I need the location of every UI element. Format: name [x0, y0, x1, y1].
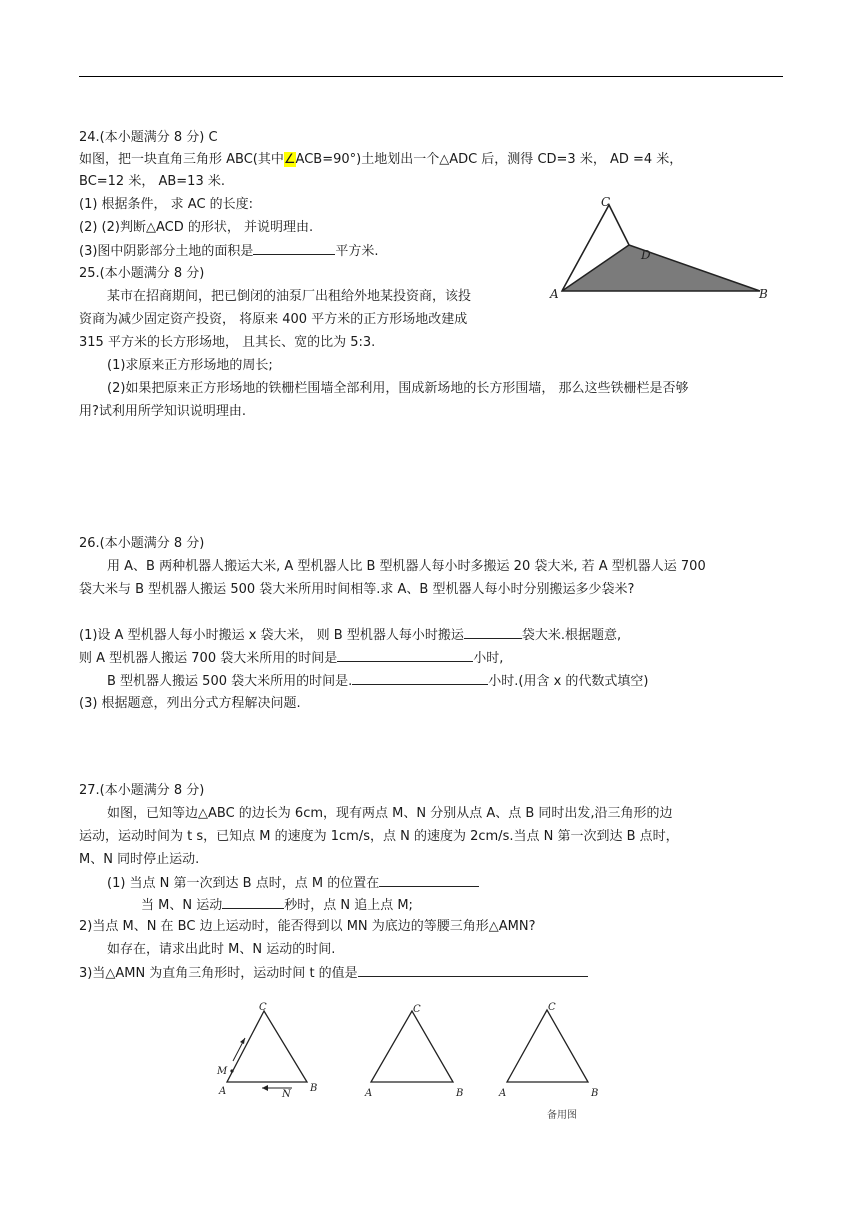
q26-para2: 袋大米与 B 型机器人搬运 500 袋大米所用时间相等.求 A、B 型机器人每小时分别搬运多少袋米? [79, 582, 635, 597]
label-a: A [219, 1086, 227, 1097]
q27-sub2-cont: 如存在，请求出此时 M、N 运动的时间. [107, 942, 336, 957]
q25-sub2-cont: 用?试利用所学知识说明理由. [79, 404, 247, 419]
answer-blank[interactable] [464, 626, 522, 639]
answer-blank[interactable] [337, 649, 473, 662]
label-a: A [499, 1088, 507, 1099]
q26-sub2: 则 A 型机器人搬运 700 袋大米所用的时间是 小时, [79, 651, 504, 666]
q25-sub1: (1)求原来正方形场地的周长; [107, 358, 273, 373]
q24-line2: BC=12 米， AB=13 米. [79, 174, 225, 189]
label-c: C [548, 1002, 556, 1013]
label-m: M [217, 1066, 228, 1077]
q25-sub2: (2)如果把原来正方形场地的铁栅栏围墙全部利用，围成新场地的长方形围墙， 那么这些铁栅栏是否够 [107, 381, 689, 396]
answer-blank[interactable] [253, 242, 335, 255]
answer-blank[interactable] [379, 874, 479, 887]
q24-triangle-figure [545, 192, 785, 304]
label-b: B [759, 287, 768, 301]
q27-para2: 运动，运动时间为 t s，已知点 M 的速度为 1cm/s，点 N 的速度为 2cm/s.当点 N 第一次到达 B 点时， [79, 829, 679, 844]
label-n: N [282, 1089, 291, 1100]
highlight-angle: ∠ [283, 152, 296, 167]
q25-para3: 315 平方米的长方形场地， 且其长、宽的比为 5:3. [79, 335, 376, 350]
label-c: C [413, 1004, 421, 1015]
answer-blank[interactable] [358, 964, 588, 977]
header-rule [79, 76, 783, 77]
q25-para1: 某市在招商期间，把已倒闭的油泵厂出租给外地某投资商，该投 [107, 289, 472, 304]
label-b: B [456, 1088, 464, 1099]
q25-title: 25.(本小题满分 8 分) [79, 266, 205, 281]
q27-sub2: 2)当点 M、N 在 BC 边上运动时，能否得到以 MN 为底边的等腰三角形△AMN? [79, 919, 536, 934]
label-b: B [310, 1083, 318, 1094]
q26-sub1: (1)设 A 型机器人每小时搬运 x 袋大米， 则 B 型机器人每小时搬运 袋大米.根据题意, [79, 628, 622, 643]
q27-sub1: (1) 当点 N 第一次到达 B 点时，点 M 的位置在 [107, 874, 479, 893]
q24-title: 24.(本小题满分 8 分) C [79, 130, 218, 145]
label-c: C [601, 195, 611, 209]
label-b: B [591, 1088, 599, 1099]
q26-title: 26.(本小题满分 8 分) [79, 536, 205, 551]
q27-title: 27.(本小题满分 8 分) [79, 783, 205, 798]
q24-line1: 如图，把一块直角三角形 ABC(其中∠ACB=90°)土地划出一个△ADC 后，测得 CD=3 米， AD =4 米， [79, 152, 683, 167]
q27-figure-2 [358, 998, 473, 1102]
q27-para3: M、N 同时停止运动. [79, 852, 200, 867]
label-a: A [365, 1088, 373, 1099]
q27-figure-1 [212, 998, 327, 1102]
answer-blank[interactable] [352, 672, 488, 685]
q24-part3: (3)图中阴影部分土地的面积是 平方米. [79, 244, 379, 259]
figure-caption: 备用图 [547, 1110, 577, 1121]
answer-blank[interactable] [222, 896, 284, 909]
label-d: D [641, 248, 651, 262]
q27-sub3: 3)当△AMN 为直角三角形时，运动时间 t 的值是 [79, 964, 588, 983]
q24-part2: (2) (2)判断△ACD 的形状， 并说明理由. [79, 220, 314, 235]
q25-para2: 资商为减少固定资产投资， 将原来 400 平方米的正方形场地改建成 [79, 312, 468, 327]
label-c: C [259, 1002, 267, 1013]
q24-part1: (1) 根据条件， 求 AC 的长度: [79, 197, 254, 212]
q27-para1: 如图，已知等边△ABC 的边长为 6cm，现有两点 M、N 分别从点 A、点 B 同时出发,沿三角形的边 [107, 806, 673, 821]
q26-sub4: (3) 根据题意，列出分式方程解决问题. [79, 696, 301, 711]
q26-para1: 用 A、B 两种机器人搬运大米, A 型机器人比 B 型机器人每小时多搬运 20 袋大米, 若 A 型机器人运 700 [107, 559, 706, 574]
q27-figure-3 [490, 998, 605, 1122]
label-a: A [550, 287, 559, 301]
q26-sub3: B 型机器人搬运 500 袋大米所用的时间是. 小时.(用含 x 的代数式填空) [107, 674, 649, 689]
q27-sub1-cont: 当 M、N 运动 秒时，点 N 追上点 M; [141, 898, 413, 913]
